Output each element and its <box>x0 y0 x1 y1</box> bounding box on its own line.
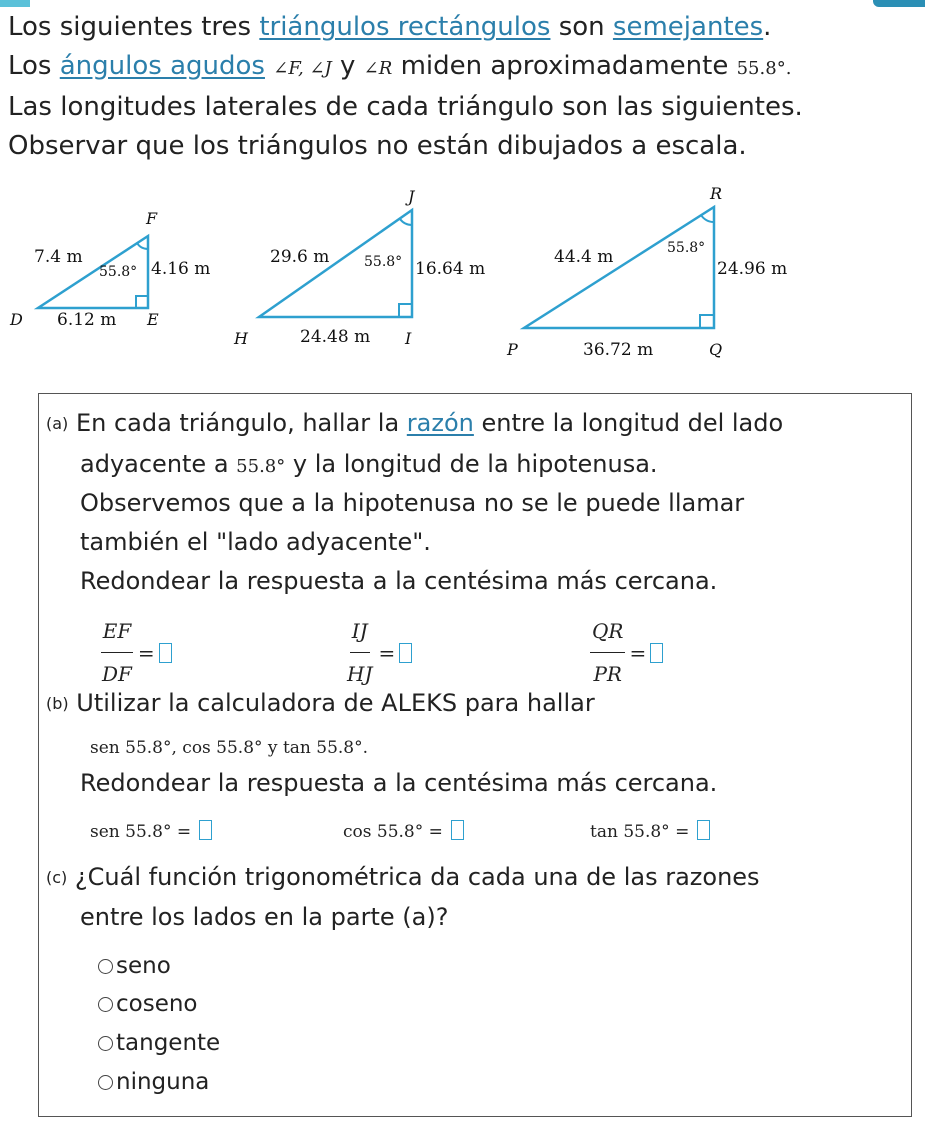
tan-row: tan 55.8° = <box>590 810 710 851</box>
vertical-side-length: 16.64 m <box>415 259 486 279</box>
base-length: 36.72 m <box>583 340 654 360</box>
triangles-figure <box>0 180 925 380</box>
vertex-label: I <box>405 329 412 348</box>
part-b-line-3: Redondear la respuesta a la centésima más cercana. <box>80 769 718 797</box>
vertex-label: F <box>146 209 158 228</box>
link-semejantes[interactable]: semejantes <box>612 12 764 42</box>
radio-coseno[interactable]: coseno <box>98 991 198 1017</box>
intro-line-1: Los siguientes tres triángulos rectángulos son semejantes. <box>8 12 772 42</box>
ratio-ef-df: $\frac{EF}{DF}$ = <box>100 612 172 693</box>
ratio-qr-pr: $\frac{QR}{PR}$ = <box>590 612 663 693</box>
vertex-label: D <box>10 310 23 329</box>
angle-label: 55.8° <box>364 254 403 270</box>
vertex-label: P <box>507 340 518 359</box>
part-c-line-2: entre los lados en la parte (a)? <box>80 903 449 931</box>
radio-circle-icon <box>98 1036 113 1051</box>
fraction: $\frac{EF}{DF}$ <box>100 612 134 693</box>
top-right-tab <box>873 0 925 7</box>
part-b-label: (b) <box>46 694 69 713</box>
hypotenuse-length: 7.4 m <box>34 247 83 267</box>
link-angulos-agudos[interactable]: ángulos agudos <box>59 50 265 81</box>
hypotenuse-length: 44.4 m <box>554 247 614 267</box>
vertical-side-length: 24.96 m <box>717 259 788 279</box>
triangle-pqr-shape <box>524 207 714 328</box>
angle-measure: 55.8°. <box>736 57 792 79</box>
right-angle-mark <box>136 296 148 308</box>
part-a-line-1: (a) En cada triángulo, hallar la razón entre la longitud del lado <box>46 409 784 437</box>
top-accent-bar <box>0 0 30 7</box>
vertex-label: H <box>234 329 248 348</box>
cos-row: cos 55.8° = <box>343 810 464 851</box>
radio-seno[interactable]: seno <box>98 953 171 979</box>
right-angle-mark <box>700 315 714 328</box>
intro-line-3: Las longitudes laterales de cada triángulo son las siguientes. <box>8 92 803 122</box>
angle-arc <box>701 215 714 222</box>
part-a-label: (a) <box>46 414 69 433</box>
answer-input-ef-df[interactable] <box>159 643 172 663</box>
angle-label: 55.8° <box>667 240 706 256</box>
vertex-label: E <box>147 310 159 329</box>
part-c-label: (c) <box>46 868 68 887</box>
intro-line-4: Observar que los triángulos no están dibujados a escala. <box>8 130 747 161</box>
vertical-side-length: 4.16 m <box>151 259 211 279</box>
angles-fj: ∠F, ∠J <box>273 57 332 79</box>
fraction: $\frac{QR}{PR}$ <box>590 612 625 693</box>
intro-line-2: Los ángulos agudos ∠F, ∠J y ∠R miden aproximadamente 55.8°. <box>8 50 792 81</box>
triangle-hij <box>233 187 485 348</box>
vertex-label: Q <box>709 340 723 359</box>
hypotenuse-length: 29.6 m <box>270 247 330 267</box>
part-b-line-1: (b) Utilizar la calculadora de ALEKS para hallar <box>46 689 595 717</box>
sen-row: sen 55.8° = <box>90 810 212 851</box>
radio-circle-icon <box>98 959 113 974</box>
part-a-line-5: Redondear la respuesta a la centésima más cercana. <box>80 567 718 595</box>
fraction: $\frac{IJ}{HJ}$ <box>345 612 374 693</box>
radio-tangente[interactable]: tangente <box>98 1030 220 1056</box>
part-a-line-2: adyacente a 55.8° y la longitud de la hipotenusa. <box>80 450 658 478</box>
link-triangulos-rectangulos[interactable]: triángulos rectángulos <box>259 12 551 42</box>
problem-intro <box>8 8 923 165</box>
answer-input-tan[interactable] <box>697 820 710 840</box>
right-angle-mark <box>399 304 412 317</box>
angle-r: ∠R <box>363 57 393 79</box>
answer-input-ij-hj[interactable] <box>399 643 412 663</box>
triangle-pqr <box>506 184 787 360</box>
radio-ninguna[interactable]: ninguna <box>98 1069 209 1095</box>
radio-circle-icon <box>98 997 113 1012</box>
part-a-line-3: Observemos que a la hipotenusa no se le puede llamar <box>80 489 745 517</box>
base-length: 6.12 m <box>57 310 117 330</box>
vertex-label: J <box>408 187 415 206</box>
answer-input-cos[interactable] <box>451 820 464 840</box>
triangle-def <box>9 209 210 330</box>
ratio-ij-hj: $\frac{IJ}{HJ}$ = <box>345 612 412 693</box>
part-a-line-4: también el "lado adyacente". <box>80 528 431 556</box>
vertex-label: R <box>710 184 723 203</box>
part-c-line-1: (c) ¿Cuál función trigonométrica da cada una de las razones <box>46 863 760 891</box>
answer-input-sen[interactable] <box>199 820 212 840</box>
angle-label: 55.8° <box>99 264 138 280</box>
base-length: 24.48 m <box>300 327 371 347</box>
link-razon[interactable]: razón <box>406 409 474 437</box>
angle-arc <box>137 243 148 249</box>
part-b-line-2: sen 55.8°, cos 55.8° y tan 55.8°. <box>90 738 369 758</box>
radio-circle-icon <box>98 1075 113 1090</box>
angle-arc <box>400 219 412 225</box>
answer-input-qr-pr[interactable] <box>650 643 663 663</box>
